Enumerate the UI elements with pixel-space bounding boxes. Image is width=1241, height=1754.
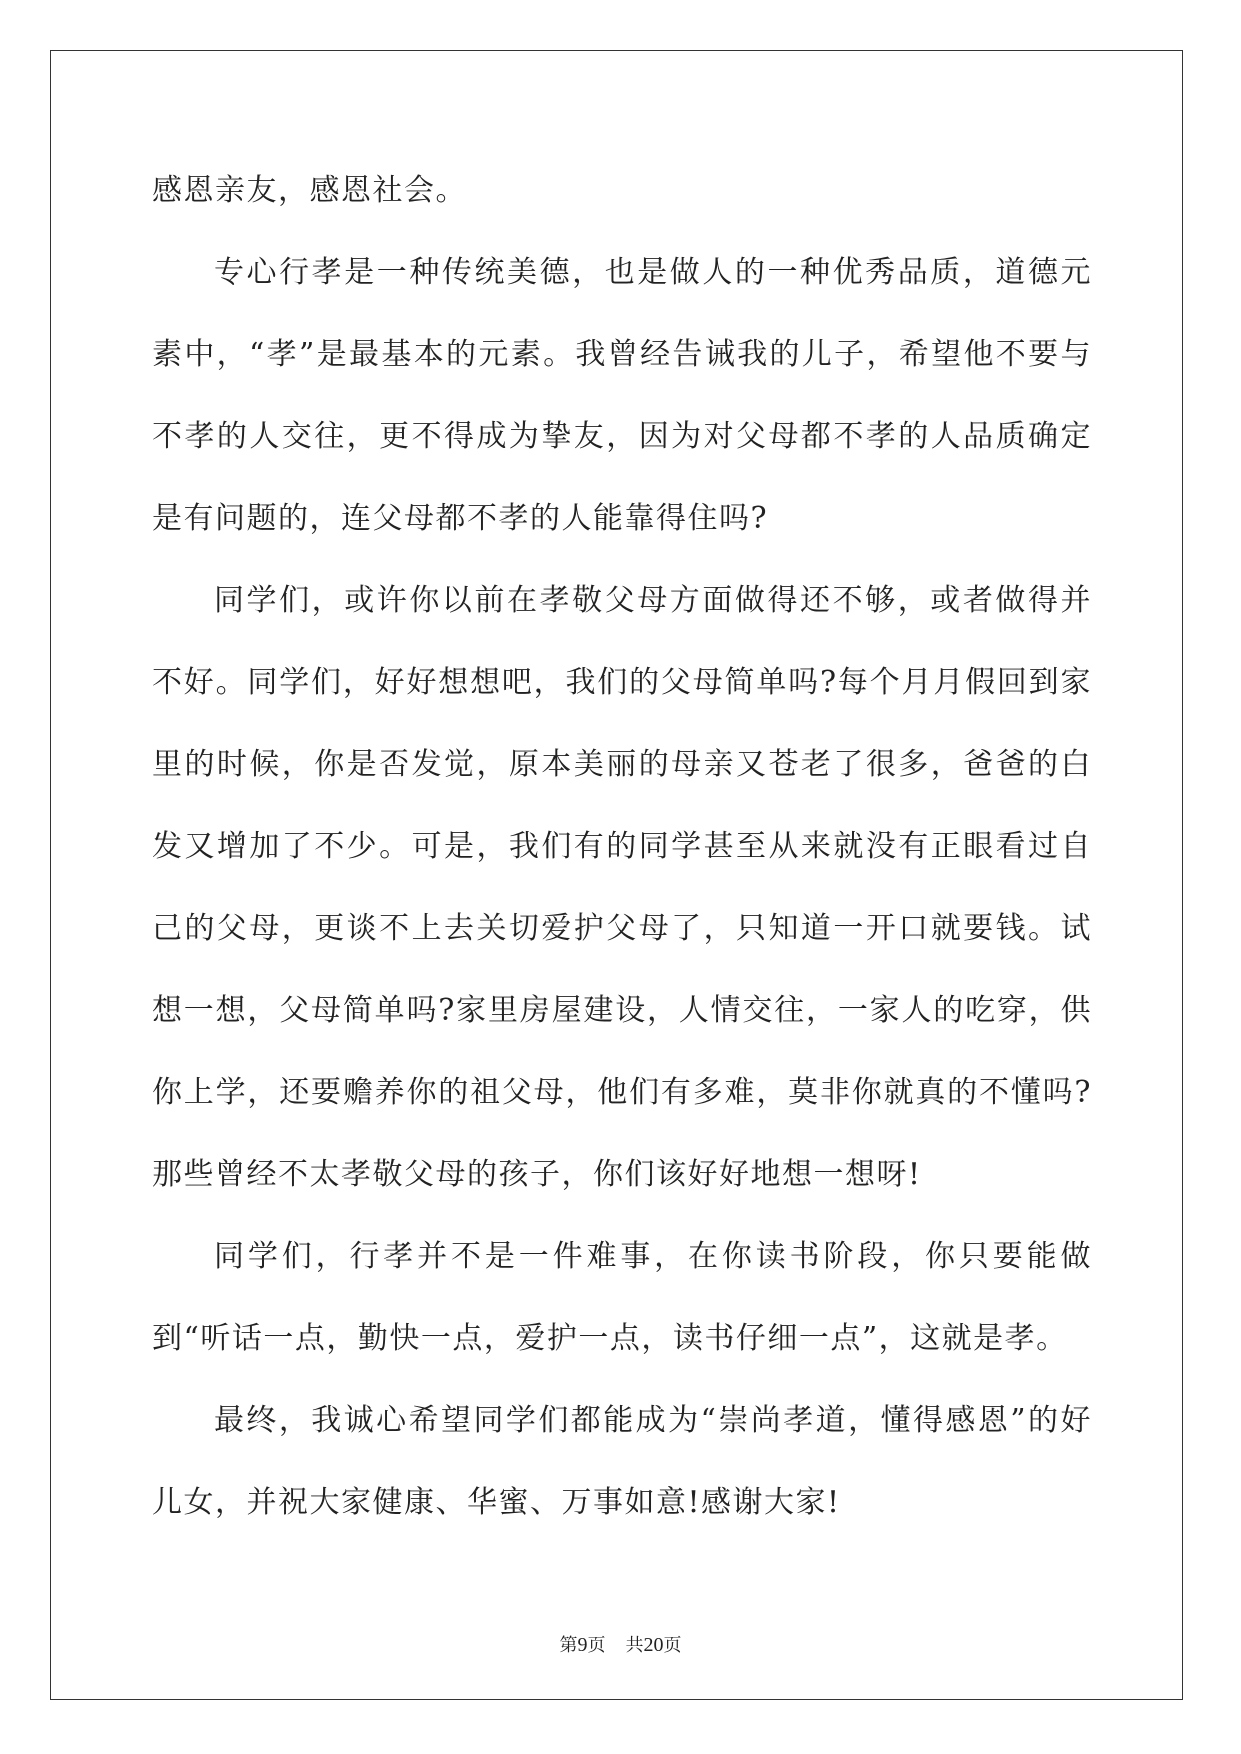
total-suffix: 页 bbox=[663, 1635, 682, 1656]
document-body bbox=[152, 150, 1092, 1544]
paragraph-closing: 最终，我诚心希望同学们都能成为“崇尚孝道，懂得感恩”的好儿女，并祝大家健康、华蜜、万事如意!感谢大家! bbox=[152, 1403, 1092, 1520]
paragraph-parents: 同学们，或许你以前在孝敬父母方面做得还不够，或者做得并不好。同学们，好好想想吧，我们的父母简单吗?每个月月假回到家里的时候，你是否发觉，原本美丽的母亲又苍老了很多，爸爸的白发又增加了不少。可是，我们有的同学甚至从来就没有正眼看过自己的父母，更谈不上去关切爱护父母了，只知道一开口就要钱。试想一想，父母简单吗?家里房屋建设，人情交往，一家人的吃穿，供你上学，还要赡养你的祖父母，他们有多难，莫非你就真的不懂吗?那些曾经不太孝敬父母的孩子，你们该好好地想一想呀! bbox=[152, 583, 1092, 1192]
page-footer bbox=[0, 1631, 1241, 1657]
paragraph-not-difficult: 同学们，行孝并不是一件难事，在你读书阶段，你只要能做到“听话一点，勤快一点，爱护一点，读书仔细一点”，这就是孝。 bbox=[152, 1239, 1092, 1356]
paragraph-filial-piety: 专心行孝是一种传统美德，也是做人的一种优秀品质，道德元素中，“孝”是最基本的元素。我曾经告诫我的儿子，希望他不要与不孝的人交往，更不得成为挚友，因为对父母都不孝的人品质确定是有问题的，连父母都不孝的人能靠得住吗? bbox=[152, 255, 1092, 536]
page-suffix: 页 bbox=[587, 1635, 606, 1656]
page-number: 9 bbox=[577, 1634, 588, 1656]
total-pages: 20 bbox=[643, 1634, 664, 1656]
paragraph-continuation: 感恩亲友，感恩社会。 bbox=[152, 173, 467, 208]
page-prefix: 第 bbox=[559, 1635, 578, 1656]
total-prefix: 共 bbox=[625, 1635, 644, 1656]
